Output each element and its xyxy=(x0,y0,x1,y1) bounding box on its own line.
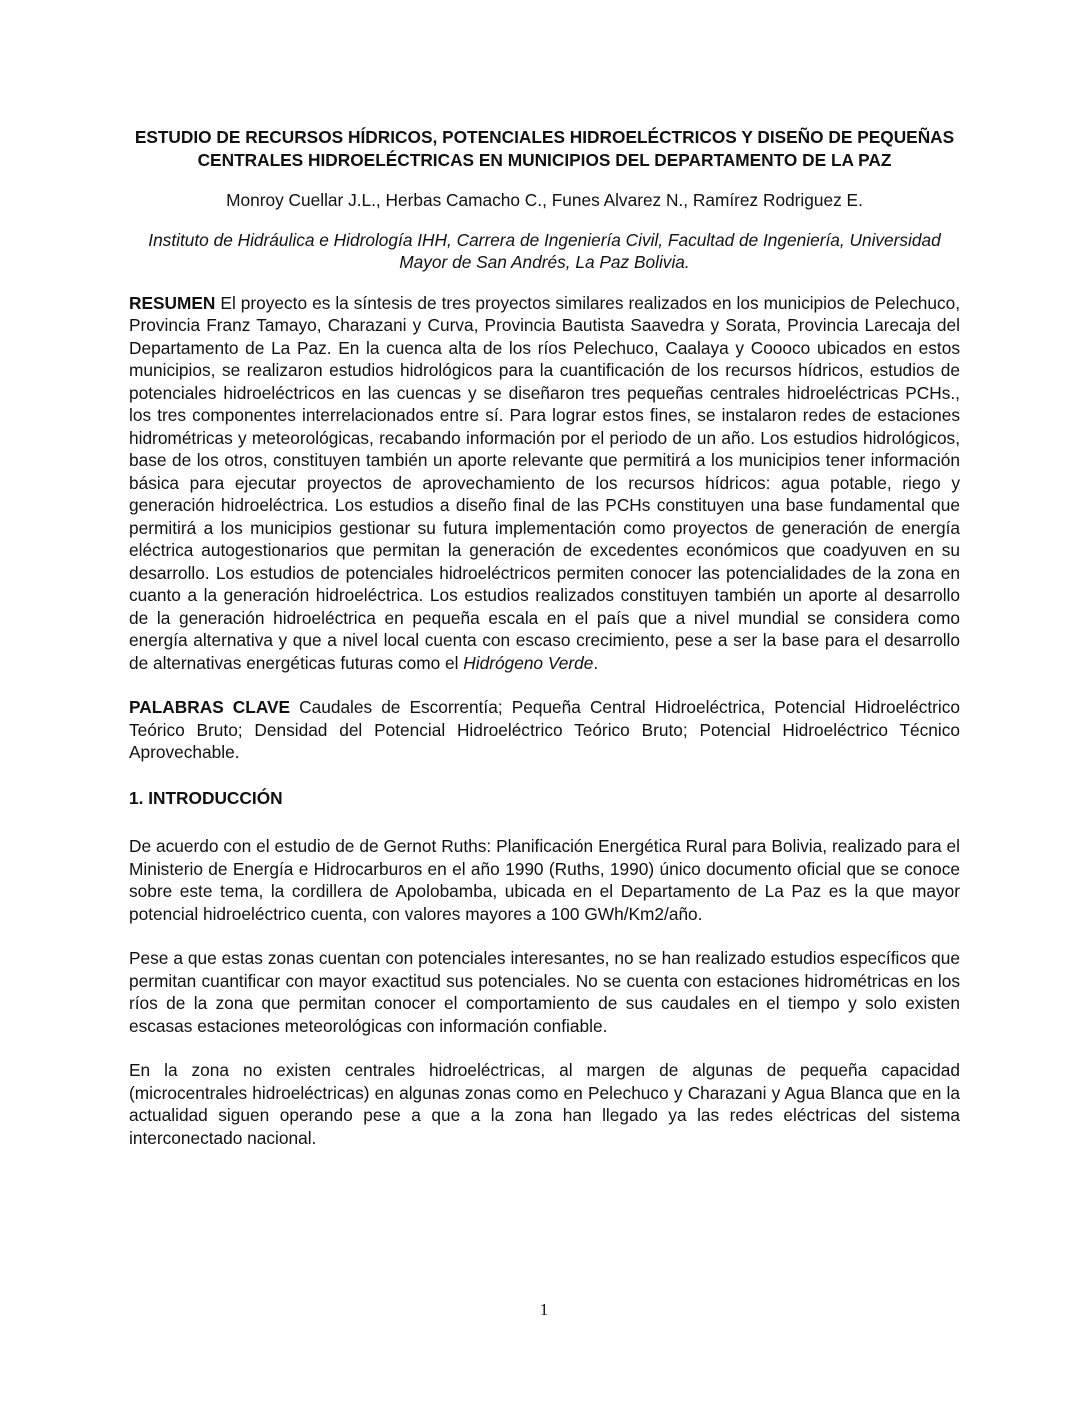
affiliation: Instituto de Hidráulica e Hidrología IHH, Carrera de Ingeniería Civil, Facultad de Ingeniería, Universidad Mayor de San Andrés, La Paz Bolivia. xyxy=(148,229,941,272)
abstract-italic-term: Hidrógeno Verde xyxy=(463,652,594,673)
paper-title: ESTUDIO DE RECURSOS HÍDRICOS, POTENCIALES HIDROELÉCTRICOS Y DISEÑO DE PEQUEÑAS CENTRALES HIDROELÉCTRICAS EN MUNICIPIOS DEL DEPARTAMENTO DE LA PAZ xyxy=(134,127,955,170)
intro-paragraph-1: De acuerdo con el estudio de de Gernot Ruths: Planificación Energética Rural para Bolivia, realizado para el Ministerio de Energía e Hidrocarburos en el año 1990 (Ruths, 1990) único documento oficial que se conoce sobre este tema, la cordillera de Apolobamba, ubicada en el Departamento de La Paz es la que mayor potencial hidroeléctrico cuenta, con valores mayores a 100 GWh/Km2/año. xyxy=(129,836,960,924)
abstract-text: El proyecto es la síntesis de tres proyectos similares realizados en los municipios de Pelechuco, Provincia Franz Tamayo, Charazani y Curva, Provincia Bautista Saavedra y Sorata, Provincia Larecaja del Departamento de La Paz. En la cuenca alta de los ríos Pelechuco, Caalaya y Coooco ubicados en estos municipios, se realizaron estudios hidrológicos para la cuantificación de los recursos hídricos, estudios de potenciales hidroeléctricos en las cuencas y se diseñaron tres pequeñas centrales hidroeléctricas PCHs., los tres componentes interrelacionados entre sí. Para lograr estos fines, se instalaron redes de estaciones hidrométricas y meteorológicas, recabando información por el periodo de un año. Los estudios hidrológicos, base de los otros, constituyen también un aporte relevante que permitirá a los municipios tener información básica para ejecutar proyectos de aprovechamiento de los recursos hídricos: agua potable, riego y generación hidroeléctrica. Los estudios a diseño final de las PCHs constituyen una base fundamental que permitirá a los municipios gestionar su futura implementación como proyectos de generación de energía eléctrica autogestionarios que permitan la generación de excedentes económicos que coadyuven en su desarrollo. Los estudios de potenciales hidroeléctricos permiten conocer las potencialidades de la zona en cuanto a la generación hidroeléctrica. Los estudios realizados constituyen también un aporte al desarrollo de la generación hidroeléctrica en pequeña escala en el país que a nivel mundial se considera como energía alternativa y que a nivel local cuenta con escaso crecimiento, pese a ser la base para el desarrollo de alternativas energéticas futuras como el xyxy=(129,292,960,673)
intro-paragraph-2: Pese a que estas zonas cuentan con potenciales interesantes, no se han realizado estudios específicos que permitan cuantificar con mayor exactitud sus potenciales. No se cuenta con estaciones hidrométricas en los ríos de la zona que permitan conocer el comportamiento de sus caudales en el tiempo y solo existen escasas estaciones meteorológicas con información confiable. xyxy=(129,948,960,1036)
keywords-paragraph xyxy=(129,696,960,764)
author-list: Monroy Cuellar J.L., Herbas Camacho C., Funes Alvarez N., Ramírez Rodriguez E. xyxy=(226,190,863,210)
page-content xyxy=(129,126,960,1149)
intro-paragraph-3: En la zona no existen centrales hidroeléctricas, al margen de algunas de pequeña capacidad (microcentrales hidroeléctricas) en algunas zonas como en Pelechuco y Charazani y Agua Blanca que en la actualidad siguen operando pese a que a la zona han llegado ya las redes eléctricas del sistema interconectado nacional. xyxy=(129,1060,960,1148)
abstract-label: RESUMEN xyxy=(129,292,216,313)
page-number: 1 xyxy=(539,1300,549,1319)
keywords-text: Caudales de Escorrentía; Pequeña Central Hidroeléctrica, Potencial Hidroeléctrico Teórico Bruto; Densidad del Potencial Hidroeléctrico Teórico Bruto; Potencial Hidroeléctrico Técnico Aprovechable. xyxy=(129,697,960,762)
keywords-label: PALABRAS CLAVE xyxy=(129,697,291,717)
section-heading: 1. INTRODUCCIÓN xyxy=(129,787,283,808)
abstract-paragraph xyxy=(129,292,960,675)
abstract-end: . xyxy=(593,652,599,673)
